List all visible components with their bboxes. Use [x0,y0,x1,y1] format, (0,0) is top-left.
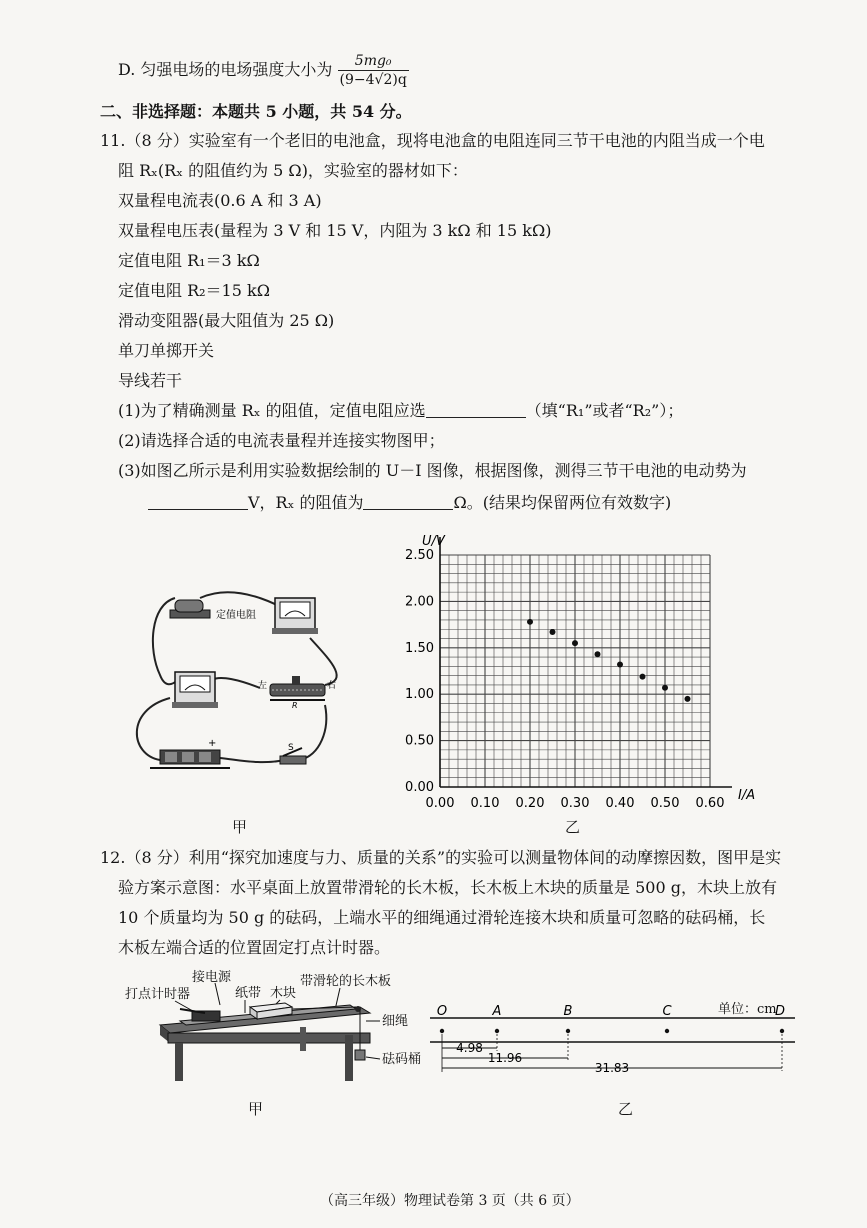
x-tick-label: 0.60 [695,796,725,811]
y-tick-label: 0.00 [405,780,434,795]
figure-caption-yi: 乙 [565,818,581,836]
apparatus-diagram [120,965,440,1085]
wire [310,638,337,685]
rheostat-icon [270,676,325,700]
data-point [640,674,646,680]
tape-point-label: D [774,1004,786,1019]
answer-blank-rx[interactable] [363,493,453,510]
data-point [550,629,556,635]
q12-stem-line: 10 个质量均为 50 g 的砝码，上端水平的细绳通过滑轮连接木块和质量可忽略的砝码桶，长 [118,908,766,927]
tape-label: 纸带 [235,986,262,1001]
electric-field-fraction [338,52,409,89]
data-point [617,662,623,668]
q12-stem-line: 验方案示意图：水平桌面上放置带滑轮的长木板，长木板上木块的质量是 500 g，木块上放有 [118,878,777,897]
q11-sub3-unit: V，Rₓ 的阻值为 [248,493,364,512]
bucket-icon [355,1050,365,1060]
tape-point-label: C [662,1004,672,1019]
rheostat-right-label: 右 [327,681,337,691]
table-leg [175,1043,183,1081]
x-tick-label: 0.40 [605,796,635,811]
q11-equipment-item: 双量程电流表(0.6 A 和 3 A) [118,191,322,210]
x-tick-label: 0.10 [470,796,500,811]
q11-sub2: (2)请选择合适的电流表量程并连接实物图甲； [118,431,445,450]
q11-sub1-hint: （填“R₁”或者“R₂”）； [525,401,684,420]
q11-stem-line2: 阻 Rₓ(Rₓ 的阻值约为 5 Ω)，实验室的器材如下： [118,161,468,180]
fraction-denominator: (9−4√2)q [339,72,407,88]
wire [212,678,260,688]
power-label: 接电源 [192,970,232,985]
wire [300,705,326,760]
y-tick-label: 2.00 [405,594,434,610]
y-axis-label: U/V [422,534,445,549]
tape-distance-label: 31.83 [594,1061,630,1075]
q11-equipment-item: 双量程电压表(量程为 3 V 和 15 V，内阻为 3 kΩ 和 15 kΩ) [118,221,552,240]
board-label: 带滑轮的长木板 [300,974,392,989]
q11-equipment-item: 定值电阻 R₂＝15 kΩ [118,281,270,300]
tape-dot [665,1029,669,1033]
timer-label: 打点计时器 [125,987,191,1002]
q11-equipment-item: 定值电阻 R₁＝3 kΩ [118,251,260,270]
tape-dot [495,1029,499,1033]
q11-equipment-item: 导线若干 [118,371,183,390]
option-d [118,52,409,89]
q11-sub3-line2 [148,493,671,513]
q11-equipment-item: 单刀单掷开关 [118,341,215,360]
section-heading: 二、非选择题：本题共 5 小题，共 54 分。 [100,102,412,121]
answer-blank-resistor[interactable] [426,401,526,418]
y-tick-label: 2.50 [405,548,434,563]
y-tick-label: 1.50 [405,640,434,656]
data-point [662,685,668,691]
data-point [572,640,578,646]
q12-stem-line: 12.（8 分）利用“探究加速度与力、质量的关系”的实验可以测量物体间的动摩擦因数，图甲是实 [100,848,782,867]
q11-stem-line1: 11.（8 分）实验室有一个老旧的电池盒，现将电池盒的电阻连同三节干电池的内阻当成一个电 [100,131,765,150]
q12-stem-line: 木板左端合适的位置固定打点计时器。 [118,938,391,957]
tape-dot [566,1029,570,1033]
x-tick-label: 0.50 [650,796,680,811]
q11-equipment-item: 滑动变阻器(最大阻值为 25 Ω) [118,311,335,330]
q11-sub1-text: (1)为了精确测量 Rₓ 的阻值，定值电阻应选 [118,401,426,420]
q11-sub1 [118,401,683,421]
data-point [685,696,691,702]
tape-point-label: A [492,1004,502,1019]
ui-graph [400,525,770,817]
page-footer: （高三年级）物理试卷第 3 页（共 6 页） [320,1193,580,1209]
battery-plus-label: + [208,738,217,749]
block-label: 木块 [270,986,297,1001]
tape-caption-yi: 乙 [618,1100,634,1118]
x-tick-label: 0.30 [560,796,590,811]
circuit-diagram [120,580,350,780]
answer-blank-emf[interactable] [148,493,248,510]
table-leg [345,1035,353,1081]
tape-point-label: O [436,1004,448,1019]
bucket-label: 砝码桶 [382,1052,422,1067]
rheostat-left-label: 左 [258,681,268,691]
string-label: 细绳 [382,1014,409,1029]
switch-label: S [288,743,294,753]
fixed-resistor-icon [170,600,210,618]
table-leg [300,1027,306,1051]
tape-unit: 单位：cm [718,1002,777,1017]
tape-distance-label: 4.98 [456,1041,483,1055]
voltmeter-icon [272,598,318,634]
q11-sub3-line1: (3)如图乙所示是利用实验数据绘制的 U－I 图像，根据图像，测得三节干电池的电动势为 [118,461,747,480]
tape-dot [780,1029,784,1033]
tape-dot [440,1029,444,1033]
rheostat-r-label: R [292,701,298,710]
wire [220,758,285,762]
battery-box-icon [150,750,230,768]
tape-distance-label: 11.96 [487,1051,523,1065]
x-tick-label: 0.20 [515,796,545,811]
figure-caption-jia: 甲 [232,818,248,836]
apparatus-caption-jia: 甲 [248,1100,264,1118]
option-d-prefix: D. 匀强电场的电场强度大小为 [118,60,333,79]
fraction-numerator: 5mg₀ [338,52,409,71]
fixed-resistor-label: 定值电阻 [216,610,256,621]
x-tick-label: 0.00 [425,796,455,811]
tape-point-label: B [563,1004,573,1019]
data-point [527,619,533,625]
y-tick-label: 1.00 [405,687,434,703]
ammeter-icon [172,672,218,708]
q11-sub3-tail: Ω。(结果均保留两位有效数字) [453,493,672,512]
y-tick-label: 0.50 [405,733,434,749]
data-point [595,651,601,657]
x-axis-label: I/A [738,788,756,803]
